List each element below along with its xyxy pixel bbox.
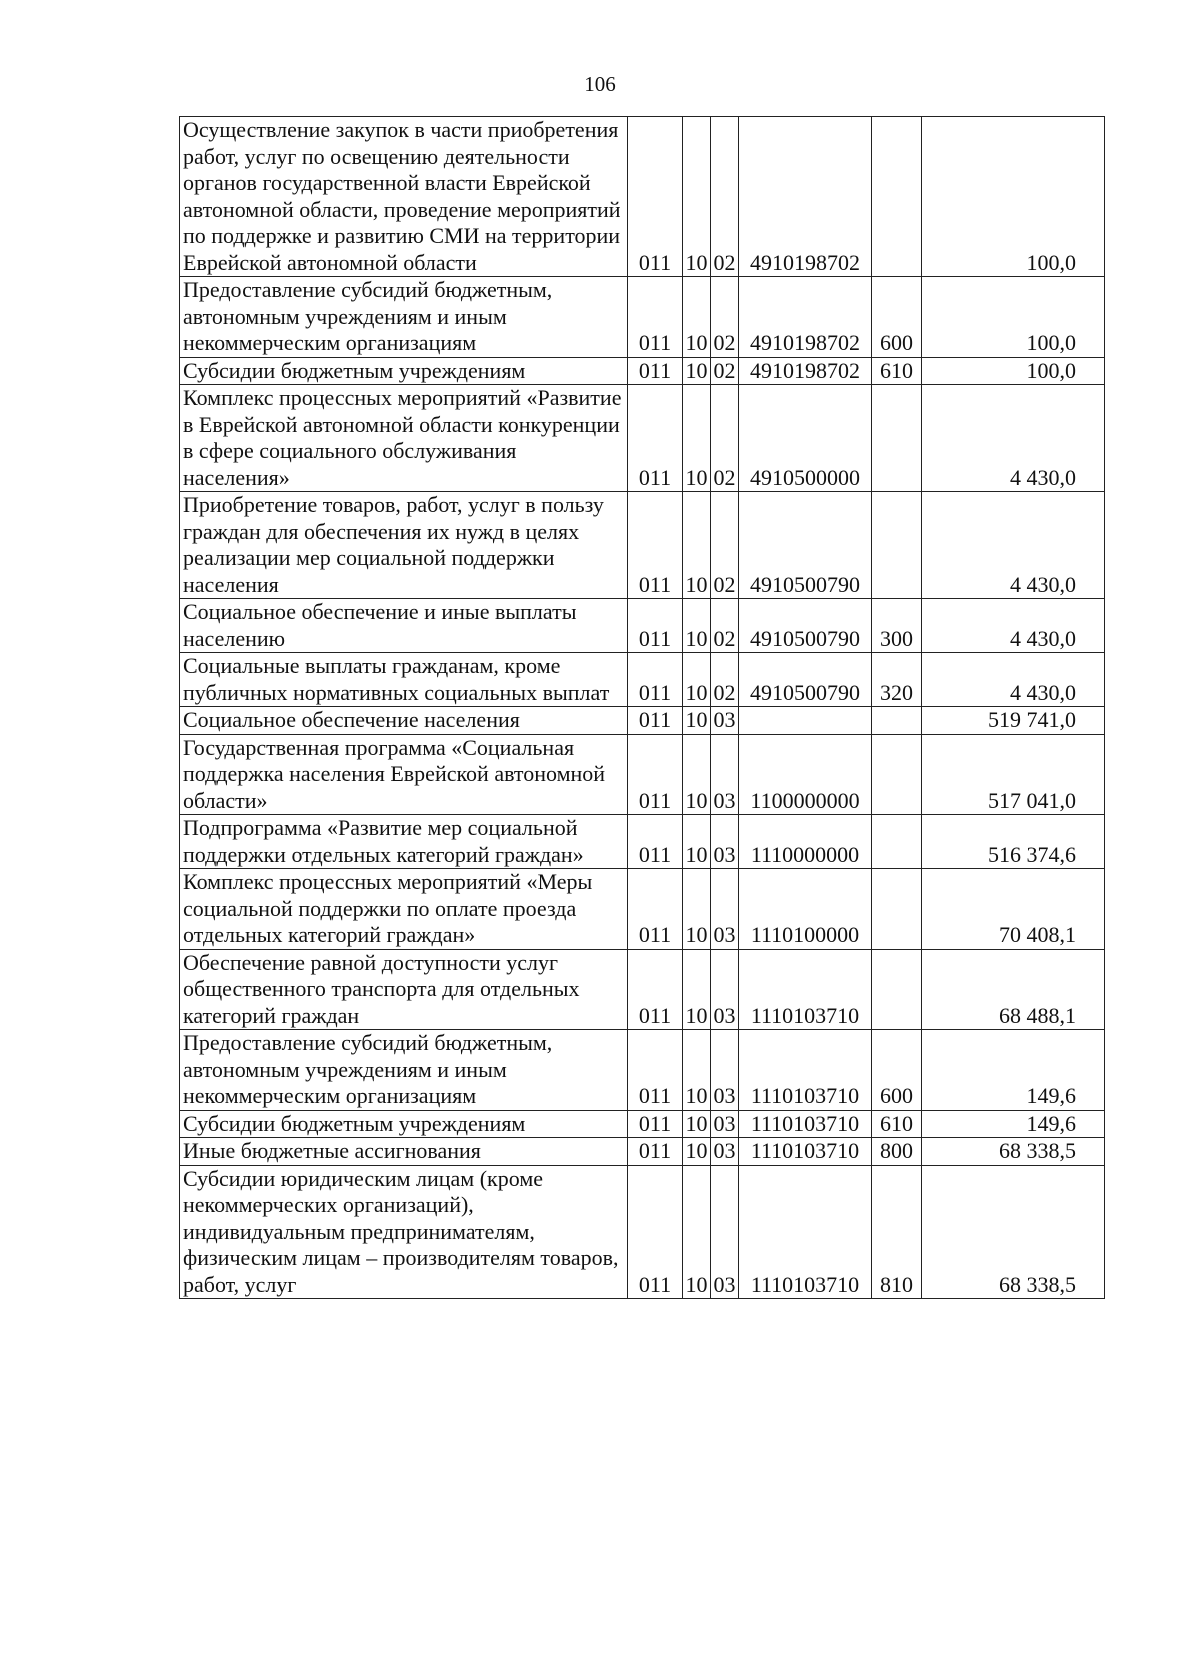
row-expense-type-code: 600: [872, 1030, 922, 1111]
row-section-code: 10: [683, 869, 711, 950]
page-number: 106: [584, 72, 616, 96]
row-expense-type-code: 810: [872, 1165, 922, 1299]
row-name: Приобретение товаров, работ, услуг в пользу граждан для обеспечения их нужд в целях реализации мер социальной поддержки населения: [180, 492, 628, 599]
row-ministry-code: 011: [628, 1030, 683, 1111]
row-name: Государственная программа «Социальная поддержка населения Еврейской автономной области»: [180, 734, 628, 815]
row-subsection-code: 02: [711, 117, 739, 277]
row-ministry-code: 011: [628, 734, 683, 815]
row-subsection-code: 03: [711, 869, 739, 950]
row-expense-type-code: 600: [872, 277, 922, 358]
table-row: [180, 385, 1105, 492]
row-name: Осуществление закупок в части приобретения работ, услуг по освещению деятельности органов государственной власти Еврейской автономной области, проведение мероприятий по поддержке и развитию СМИ на территории Еврейской автономной области: [180, 117, 628, 277]
row-ministry-code: 011: [628, 949, 683, 1030]
row-target-code: [739, 707, 872, 735]
row-ministry-code: 011: [628, 117, 683, 277]
row-subsection-code: 03: [711, 1030, 739, 1111]
row-subsection-code: 03: [711, 949, 739, 1030]
row-section-code: 10: [683, 1110, 711, 1138]
row-name: Субсидии бюджетным учреждениям: [180, 1110, 628, 1138]
row-subsection-code: 03: [711, 1165, 739, 1299]
row-expense-type-code: 800: [872, 1138, 922, 1166]
row-subsection-code: 02: [711, 653, 739, 707]
row-section-code: 10: [683, 1030, 711, 1111]
table-row: [180, 599, 1105, 653]
row-amount: 4 430,0: [922, 492, 1105, 599]
row-name: Предоставление субсидий бюджетным, автономным учреждениям и иным некоммерческим организациям: [180, 277, 628, 358]
budget-table: [179, 116, 1105, 1299]
row-section-code: 10: [683, 492, 711, 599]
row-name: Социальные выплаты гражданам, кроме публичных нормативных социальных выплат: [180, 653, 628, 707]
row-amount: 149,6: [922, 1110, 1105, 1138]
row-subsection-code: 02: [711, 492, 739, 599]
row-target-code: 4910500790: [739, 492, 872, 599]
row-section-code: 10: [683, 653, 711, 707]
row-expense-type-code: 610: [872, 1110, 922, 1138]
row-amount: 4 430,0: [922, 385, 1105, 492]
row-target-code: 4910500000: [739, 385, 872, 492]
row-ministry-code: 011: [628, 357, 683, 385]
row-section-code: 10: [683, 385, 711, 492]
row-ministry-code: 011: [628, 599, 683, 653]
row-target-code: 1110103710: [739, 1165, 872, 1299]
row-amount: 68 488,1: [922, 949, 1105, 1030]
table-row: [180, 1030, 1105, 1111]
table-row: [180, 707, 1105, 735]
row-expense-type-code: [872, 869, 922, 950]
row-target-code: 1110103710: [739, 1138, 872, 1166]
table-row: [180, 815, 1105, 869]
row-section-code: 10: [683, 815, 711, 869]
row-section-code: 10: [683, 357, 711, 385]
table-row: [180, 949, 1105, 1030]
row-subsection-code: 03: [711, 707, 739, 735]
row-ministry-code: 011: [628, 707, 683, 735]
table-row: [180, 117, 1105, 277]
row-expense-type-code: [872, 734, 922, 815]
row-expense-type-code: [872, 385, 922, 492]
row-expense-type-code: [872, 949, 922, 1030]
row-target-code: 1110103710: [739, 1110, 872, 1138]
table-row: [180, 869, 1105, 950]
row-target-code: 4910198702: [739, 117, 872, 277]
row-amount: 4 430,0: [922, 599, 1105, 653]
row-amount: 516 374,6: [922, 815, 1105, 869]
row-ministry-code: 011: [628, 1138, 683, 1166]
row-amount: 68 338,5: [922, 1165, 1105, 1299]
row-expense-type-code: 320: [872, 653, 922, 707]
table-row: [180, 492, 1105, 599]
row-name: Комплекс процессных мероприятий «Развитие в Еврейской автономной области конкуренции в сфере социального обслуживания населения»: [180, 385, 628, 492]
row-target-code: 1110100000: [739, 869, 872, 950]
table-row: [180, 1165, 1105, 1299]
row-target-code: 4910500790: [739, 653, 872, 707]
row-ministry-code: 011: [628, 1165, 683, 1299]
row-amount: 149,6: [922, 1030, 1105, 1111]
row-section-code: 10: [683, 734, 711, 815]
row-name: Социальное обеспечение и иные выплаты населению: [180, 599, 628, 653]
row-amount: 100,0: [922, 117, 1105, 277]
row-ministry-code: 011: [628, 1110, 683, 1138]
row-target-code: 1110000000: [739, 815, 872, 869]
row-section-code: 10: [683, 117, 711, 277]
row-subsection-code: 03: [711, 734, 739, 815]
row-subsection-code: 02: [711, 357, 739, 385]
row-subsection-code: 02: [711, 599, 739, 653]
row-target-code: 4910500790: [739, 599, 872, 653]
row-subsection-code: 02: [711, 385, 739, 492]
row-name: Предоставление субсидий бюджетным, автономным учреждениям и иным некоммерческим организациям: [180, 1030, 628, 1111]
row-amount: 517 041,0: [922, 734, 1105, 815]
row-subsection-code: 02: [711, 277, 739, 358]
row-ministry-code: 011: [628, 492, 683, 599]
row-amount: 68 338,5: [922, 1138, 1105, 1166]
row-ministry-code: 011: [628, 869, 683, 950]
row-ministry-code: 011: [628, 385, 683, 492]
table-body: [180, 117, 1105, 1299]
row-amount: 100,0: [922, 277, 1105, 358]
row-ministry-code: 011: [628, 653, 683, 707]
row-amount: 4 430,0: [922, 653, 1105, 707]
table-row: [180, 734, 1105, 815]
row-target-code: 1110103710: [739, 1030, 872, 1111]
row-expense-type-code: 610: [872, 357, 922, 385]
row-expense-type-code: [872, 117, 922, 277]
row-expense-type-code: 300: [872, 599, 922, 653]
table-row: [180, 357, 1105, 385]
row-section-code: 10: [683, 277, 711, 358]
table-row: [180, 277, 1105, 358]
row-name: Комплекс процессных мероприятий «Меры социальной поддержки по оплате проезда отдельных категорий граждан»: [180, 869, 628, 950]
row-ministry-code: 011: [628, 277, 683, 358]
row-section-code: 10: [683, 1138, 711, 1166]
row-name: Субсидии юридическим лицам (кроме некоммерческих организаций), индивидуальным предпринимателям, физическим лицам – производителям товаров, работ, услуг: [180, 1165, 628, 1299]
row-section-code: 10: [683, 599, 711, 653]
row-ministry-code: 011: [628, 815, 683, 869]
row-amount: 519 741,0: [922, 707, 1105, 735]
row-expense-type-code: [872, 815, 922, 869]
row-expense-type-code: [872, 492, 922, 599]
table-row: [180, 1138, 1105, 1166]
row-section-code: 10: [683, 707, 711, 735]
row-target-code: 4910198702: [739, 277, 872, 358]
row-target-code: 1100000000: [739, 734, 872, 815]
row-section-code: 10: [683, 1165, 711, 1299]
row-target-code: 1110103710: [739, 949, 872, 1030]
table-row: [180, 1110, 1105, 1138]
row-target-code: 4910198702: [739, 357, 872, 385]
row-subsection-code: 03: [711, 1110, 739, 1138]
row-name: Социальное обеспечение населения: [180, 707, 628, 735]
row-name: Иные бюджетные ассигнования: [180, 1138, 628, 1166]
row-name: Обеспечение равной доступности услуг общественного транспорта для отдельных категорий граждан: [180, 949, 628, 1030]
row-expense-type-code: [872, 707, 922, 735]
row-name: Субсидии бюджетным учреждениям: [180, 357, 628, 385]
row-subsection-code: 03: [711, 1138, 739, 1166]
row-amount: 70 408,1: [922, 869, 1105, 950]
row-amount: 100,0: [922, 357, 1105, 385]
row-name: Подпрограмма «Развитие мер социальной поддержки отдельных категорий граждан»: [180, 815, 628, 869]
row-subsection-code: 03: [711, 815, 739, 869]
table-row: [180, 653, 1105, 707]
row-section-code: 10: [683, 949, 711, 1030]
